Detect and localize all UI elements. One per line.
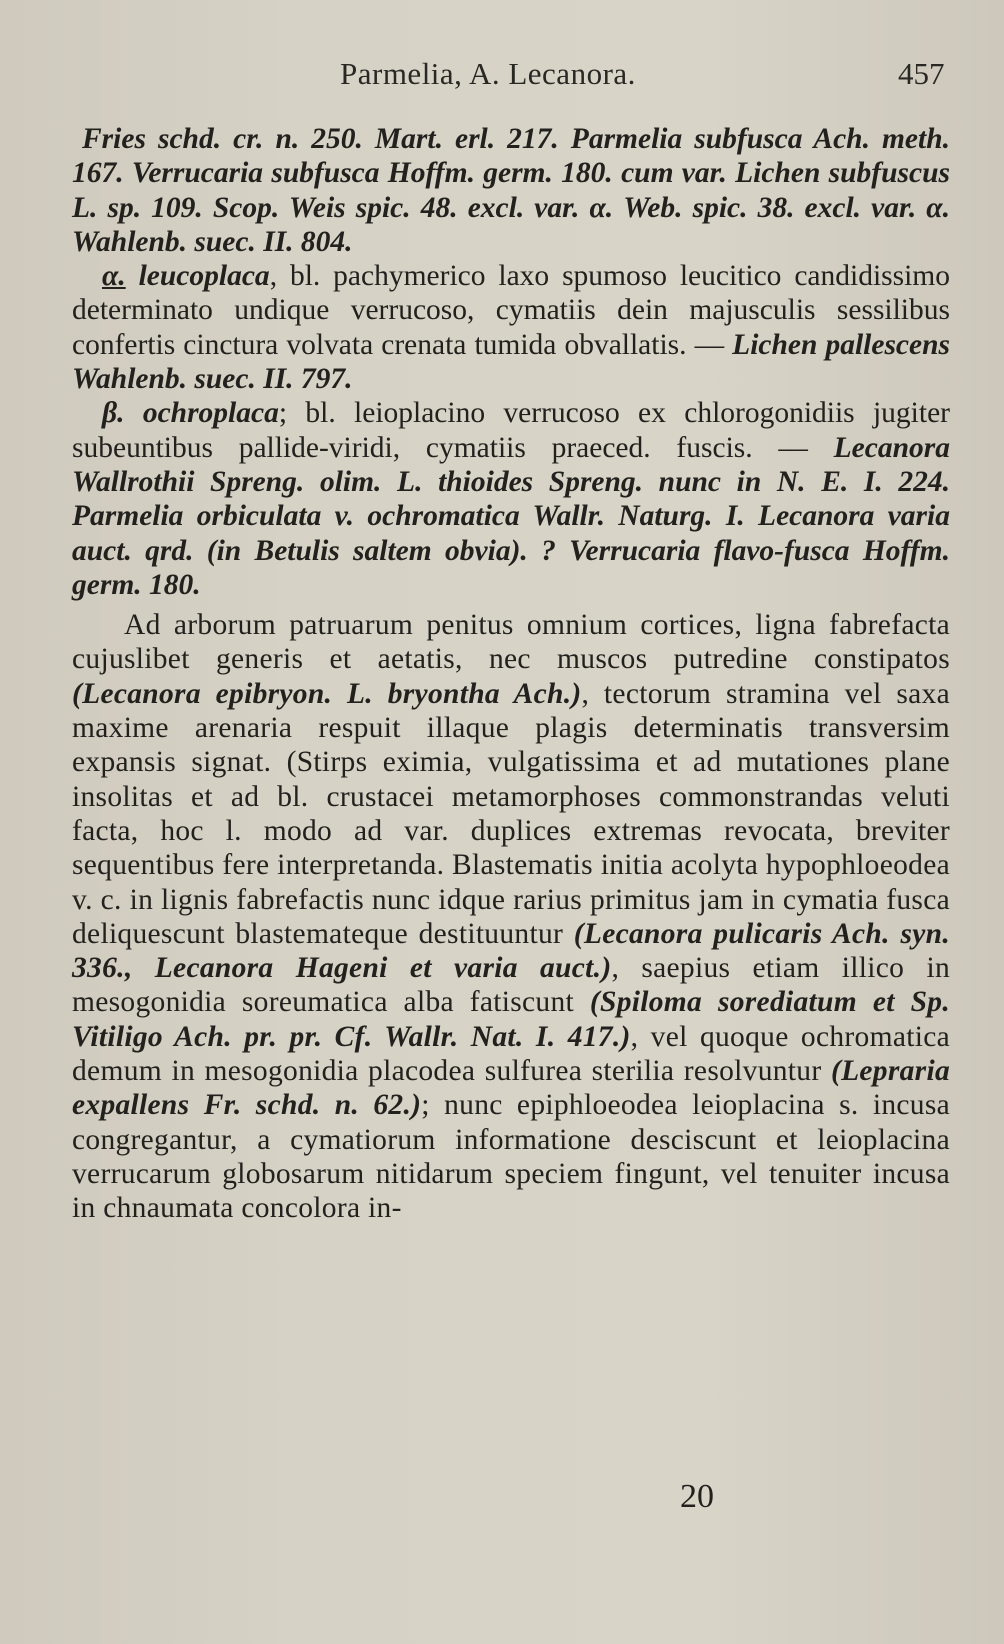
body-paragraph [72,608,950,1225]
variety-alpha-name: leucoplaca [138,260,270,293]
page-number: 457 [898,56,945,91]
body-text-5: ; nunc epiphloeodea leioplacina s. incusa congregantur, a cymatiorum informatione desciscunt et leioplacina verrucarum globosarum nitidarum speciem fingunt, vel tenuiter incusa in chnaumata concolora in- [72,1089,951,1225]
body-ref-1: (Lecanora epibryon. L. bryontha Ach.) [72,677,582,710]
variety-alpha-synonym: Lichen pallescens Wahlenb. suec. II. 797. [72,328,950,396]
body-ref-4: (Lepraria expallens Fr. schd. n. 62.) [72,1055,950,1122]
body-ref-2: (Lecanora pulicaris Ach. syn. 336., Lecanora Hageni et varia auct.) [72,917,950,985]
body-ref-3: (Spiloma sorediatum et Sp. Vitiligo Ach. pr. pr. Cf. Wallr. Nat. I. 417.) [72,986,950,1053]
variety-alpha-description: , bl. pachymerico laxo spumoso leucitico candidissimo determinato undique verrucoso, cymatiis dein majusculis sessilibus confertis cinctura volvata crenata tumida obvallatis. — [72,260,950,361]
main-text [72,122,950,1226]
variety-beta-description: ; bl. leioplacino verrucoso ex chlorogonidiis jugiter subeuntibus pallide-viridi, cymatiis praeced. fuscis. — [72,397,950,464]
variety-beta-synonym: Lecanora Wallrothii Spreng. olim. L. thioides Spreng. nunc in N. E. I. 224. Parmelia orbiculata v. ochromatica Wallr. Naturg. I. Lecanora varia auct. qrd. (in Betulis saltem obvia). ? Verrucaria flavo-fusca Hoffm. germ. 180. [72,431,950,601]
variety-alpha-marker: α. [102,260,126,293]
variety-alpha [72,259,950,396]
signature-mark: 20 [680,1478,714,1515]
variety-beta-marker: β. [102,397,125,430]
synonymy-references: Fries schd. cr. n. 250. Mart. erl. 217. Parmelia subfusca Ach. meth. 167. Verrucaria subfusca Hoffm. germ. 180. cum var. Lichen subfuscus L. sp. 109. Scop. Weis spic. 48. excl. var. α. Web. spic. 38. excl. var. α. Wahlenb. suec. II. 804. [72,123,950,258]
variety-beta-name: ochroplaca [142,397,279,430]
running-header [0,56,1004,100]
body-text-1: Ad arborum patruarum penitus omnium cortices, ligna fabrefacta cujuslibet generis et aetatis, nec muscos putredine constipatos [72,609,950,676]
body-text-3: , saepius etiam illico in mesogonidia soreumatica alba fatiscunt [72,952,950,1019]
body-text-4: , vel quoque ochromatica demum in mesogonidia placodea sulfurea sterilia resolvuntur [72,1020,951,1088]
running-title: Parmelia, A. Lecanora. [340,56,636,91]
variety-beta [72,396,950,602]
body-text-2: , tectorum stramina vel saxa maxime arenaria respuit illaque plagis determinatis transversim expansis signat. (Stirps eximia, vulgatissima et ad mutationes plane insolitas et ad bl. crustacei metamorphoses commonstrandas veluti facta, hoc l. modo ad var. duplices extremas revocata, breviter sequentibus fere interpretanda. Blastematis initia acolyta hypophloeodea v. c. in lignis fabrefactis nunc idque rarius primitus jam in cymatia fusca deliquescunt blastemateque destituuntur [72,677,950,950]
